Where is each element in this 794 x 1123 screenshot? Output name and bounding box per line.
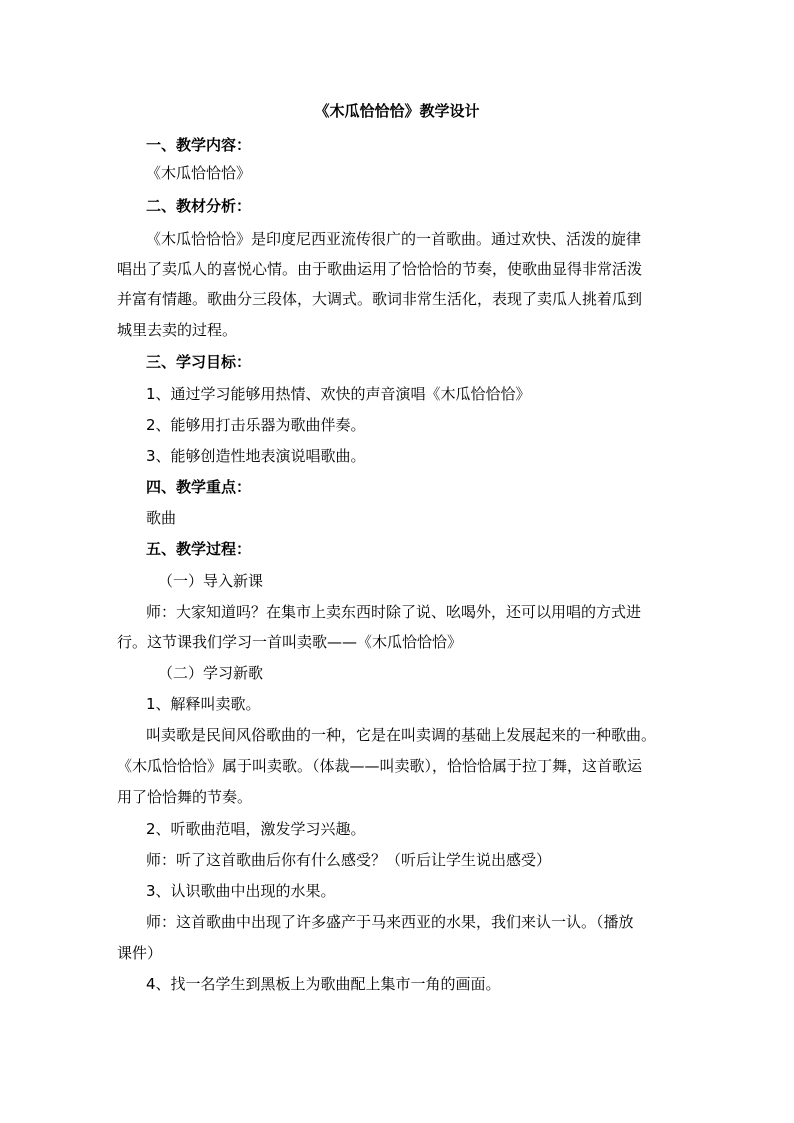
goal-item: 1、通过学习能够用热情、欢快的声音演唱《木瓜恰恰恰》 xyxy=(146,385,531,403)
step-line: 《木瓜恰恰恰》属于叫卖歌。（体裁——叫卖歌），恰恰恰属于拉丁舞，这首歌运 xyxy=(117,757,643,775)
step-line: 叫卖歌是民间风俗歌曲的一种，它是在叫卖调的基础上发展起来的一种歌曲。 xyxy=(146,726,657,744)
document-title: 《木瓜恰恰恰》教学设计 xyxy=(314,102,480,120)
analysis-line: 《木瓜恰恰恰》是印度尼西亚流传很广的一首歌曲。通过欢快、活泼的旋律 xyxy=(146,230,642,248)
section-heading-key-point: 四、教学重点： xyxy=(146,478,252,496)
analysis-line: 城里去卖的过程。 xyxy=(117,321,238,339)
step-line: 师：听了这首歌曲后你有什么感受？（听后让学生说出感受） xyxy=(146,851,552,869)
goal-item: 2、能够用打击乐器为歌曲伴奏。 xyxy=(146,416,366,434)
goal-item: 3、能够创造性地表演说唱歌曲。 xyxy=(146,447,366,465)
section-heading-analysis: 二、教材分析： xyxy=(146,197,252,215)
step-line: 课件） xyxy=(117,944,163,962)
section-heading-goals: 三、学习目标： xyxy=(146,353,252,371)
analysis-line: 并富有情趣。歌曲分三段体，大调式。歌词非常生活化，表现了卖瓜人挑着瓜到 xyxy=(117,290,643,308)
step-title: 2、听歌曲范唱，激发学习兴趣。 xyxy=(146,820,366,838)
section-heading-process: 五、教学过程： xyxy=(146,540,252,558)
part-title: （二）学习新歌 xyxy=(158,664,264,682)
step-title: 1、解释叫卖歌。 xyxy=(146,695,261,713)
step-title: 4、找一名学生到黑板上为歌曲配上集市一角的画面。 xyxy=(146,975,501,993)
step-line: 用了恰恰舞的节奏。 xyxy=(117,788,253,806)
section-heading-content: 一、教学内容： xyxy=(146,136,252,154)
part-line: 师：大家知道吗？在集市上卖东西时除了说、吆喝外，还可以用唱的方式进 xyxy=(146,603,642,621)
part-line: 行。这节课我们学习一首叫卖歌——《木瓜恰恰恰》 xyxy=(117,633,463,651)
key-point-text: 歌曲 xyxy=(146,509,177,527)
content-text: 《木瓜恰恰恰》 xyxy=(146,164,252,182)
analysis-line: 唱出了卖瓜人的喜悦心情。由于歌曲运用了恰恰恰的节奏，使歌曲显得非常活泼 xyxy=(117,260,643,278)
step-line: 师：这首歌曲中出现了许多盛产于马来西亚的水果，我们来认一认。（播放 xyxy=(146,913,634,931)
part-title: （一）导入新课 xyxy=(158,572,264,590)
step-title: 3、认识歌曲中出现的水果。 xyxy=(146,882,336,900)
